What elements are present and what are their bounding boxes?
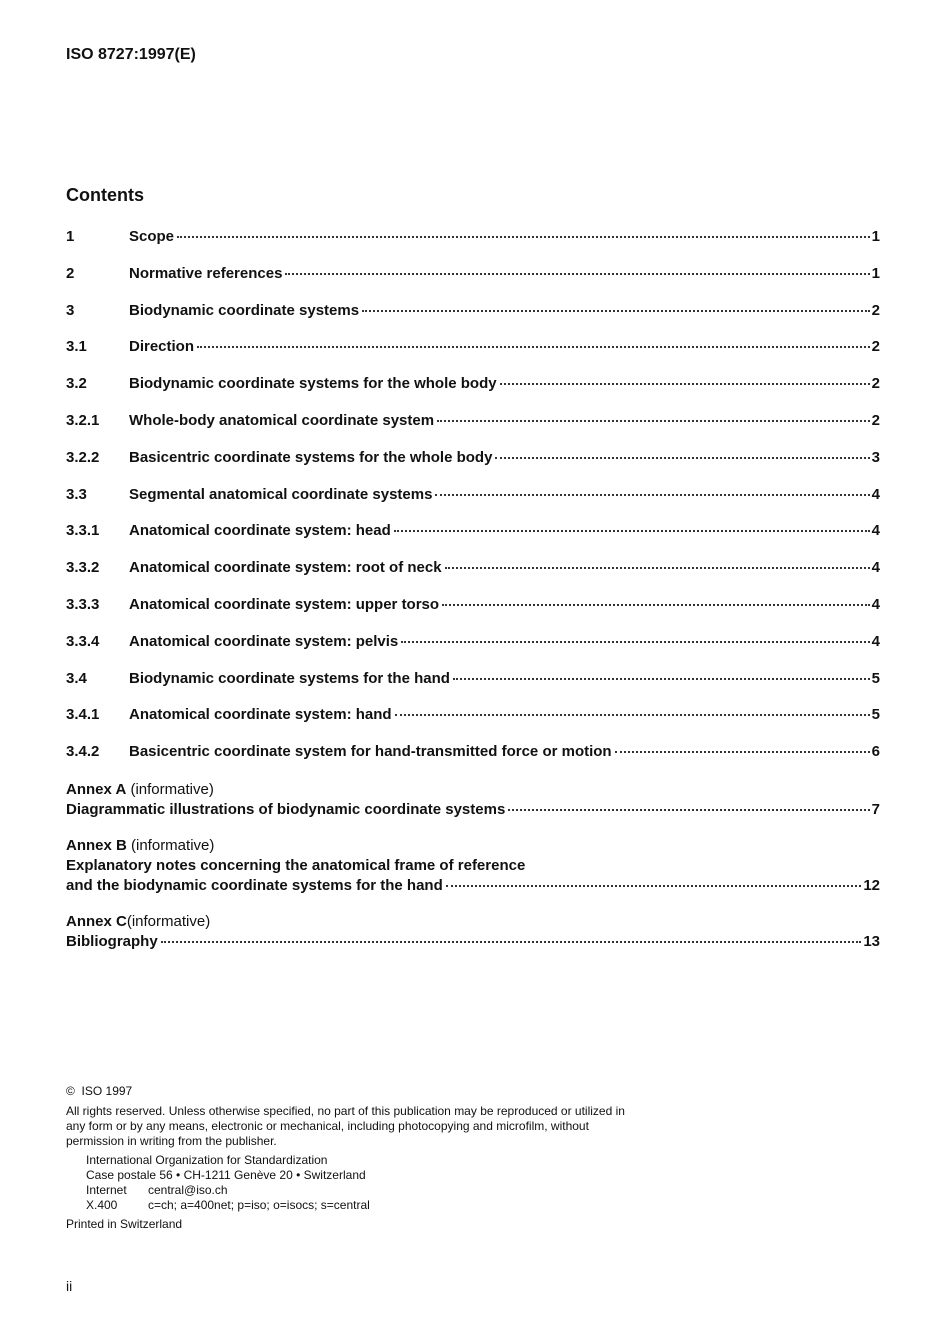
table-of-contents: [66, 228, 880, 780]
toc-page-number: 3: [871, 448, 880, 466]
toc-section-number: 3.2.2: [66, 448, 100, 466]
toc-section-number: 3.3.1: [66, 522, 100, 540]
toc-section-number: 3: [66, 301, 75, 319]
toc-section-title: Anatomical coordinate system: upper torso: [129, 595, 440, 613]
copyright-block: [66, 1084, 626, 1232]
toc-section-title: Normative references: [129, 264, 283, 282]
toc-page-number: 4: [871, 485, 880, 503]
annex-b-label: Annex B: [66, 837, 127, 854]
toc-page-number: 4: [871, 559, 880, 577]
toc-section-number: 3.3.2: [66, 559, 100, 577]
rights-statement: All rights reserved. Unless otherwise specified, no part of this publication may be reproduced or utilized in any form or by any means, electronic or mechanical, including photocopying and microfilm, without permission in writing from the publisher.: [66, 1104, 625, 1148]
toc-section-title: Scope: [129, 228, 175, 245]
toc-entry[interactable]: [66, 706, 880, 743]
annex-b-type: (informative): [126, 837, 215, 854]
internet-address[interactable]: central@iso.ch: [148, 1183, 228, 1197]
toc-entry[interactable]: [66, 486, 880, 523]
dot-leader: [395, 714, 870, 716]
annex-c-entry[interactable]: [66, 912, 880, 952]
toc-page-number: 2: [871, 411, 880, 429]
toc-entry[interactable]: [66, 743, 880, 780]
toc-entry[interactable]: [66, 522, 880, 559]
dot-leader: [362, 310, 870, 312]
annex-a-label: Annex A: [66, 781, 127, 798]
toc-entry[interactable]: [66, 412, 880, 449]
dot-leader: [177, 236, 870, 238]
annex-c-type: (informative): [126, 913, 211, 930]
toc-entry[interactable]: [66, 265, 880, 302]
toc-page-number: 5: [871, 669, 880, 687]
annex-c-title: Bibliography: [66, 933, 158, 950]
printed-location: Printed in Switzerland: [66, 1217, 183, 1231]
dot-leader: [500, 383, 870, 385]
toc-section-number: 3.4.1: [66, 706, 100, 724]
x400-label: X.400: [86, 1198, 118, 1212]
toc-section-number: 1: [66, 228, 75, 245]
dot-leader: [615, 751, 870, 753]
toc-section-title: Anatomical coordinate system: root of neck: [129, 559, 442, 577]
toc-section-title: Anatomical coordinate system: hand: [129, 706, 392, 724]
toc-page-number: 2: [871, 375, 880, 393]
dot-leader: [442, 604, 870, 606]
dot-leader: [445, 567, 870, 569]
organization-name: International Organization for Standardization: [86, 1153, 328, 1167]
toc-section-number: 3.1: [66, 338, 87, 356]
x400-address: c=ch; a=400net; p=iso; o=isocs; s=central: [148, 1198, 370, 1212]
dot-leader: [285, 273, 869, 275]
toc-entry[interactable]: [66, 449, 880, 486]
toc-section-title: Anatomical coordinate system: head: [129, 522, 391, 540]
toc-entry[interactable]: [66, 559, 880, 596]
toc-page-number: 4: [871, 595, 880, 613]
toc-entry[interactable]: [66, 633, 880, 670]
toc-section-title: Anatomical coordinate system: pelvis: [129, 632, 399, 650]
copyright-year: ISO 1997: [81, 1084, 133, 1098]
dot-leader: [161, 941, 862, 943]
toc-page-number: 4: [871, 632, 880, 650]
toc-section-number: 3.3: [66, 485, 87, 503]
copyright-symbol: ©: [66, 1084, 75, 1098]
toc-page-number: 2: [871, 338, 880, 356]
postal-address: Case postale 56 • CH-1211 Genève 20 • Switzerland: [86, 1168, 366, 1182]
toc-page-number: 4: [871, 522, 880, 540]
annex-a-page: 7: [871, 801, 880, 818]
annex-a-type: (informative): [126, 781, 214, 798]
toc-section-number: 3.2: [66, 375, 87, 393]
toc-entry[interactable]: [66, 375, 880, 412]
annex-c-page: 13: [863, 933, 880, 950]
toc-page-number: 5: [871, 706, 880, 724]
annex-b-title-line1: Explanatory notes concerning the anatomical frame of reference: [66, 857, 526, 874]
annex-a-title: Diagrammatic illustrations of biodynamic coordinate systems: [66, 801, 506, 818]
toc-section-title: Basicentric coordinate system for hand-transmitted force or motion: [129, 743, 612, 761]
toc-section-title: Biodynamic coordinate systems for the hand: [129, 669, 450, 687]
toc-section-title: Biodynamic coordinate systems for the whole body: [129, 375, 497, 393]
toc-section-number: 3.4: [66, 669, 87, 687]
annex-b-page: 12: [863, 877, 880, 894]
dot-leader: [437, 420, 870, 422]
toc-section-title: Whole-body anatomical coordinate system: [129, 411, 435, 429]
toc-page-number: 2: [871, 301, 880, 319]
toc-section-number: 3.3.4: [66, 632, 100, 650]
toc-entry[interactable]: [66, 670, 880, 707]
page-number: ii: [66, 1278, 73, 1294]
toc-entry[interactable]: [66, 302, 880, 339]
toc-section-title: Basicentric coordinate systems for the whole body: [129, 448, 493, 466]
dot-leader: [435, 494, 869, 496]
annex-a-entry[interactable]: [66, 780, 880, 820]
toc-section-title: Segmental anatomical coordinate systems: [129, 485, 433, 503]
toc-page-number: 1: [871, 264, 880, 282]
dot-leader: [495, 457, 869, 459]
toc-section-number: 3.4.2: [66, 743, 100, 761]
toc-entry[interactable]: [66, 338, 880, 375]
dot-leader: [394, 530, 870, 532]
toc-section-number: 2: [66, 264, 75, 282]
toc-section-title: Direction: [129, 338, 195, 356]
toc-page-number: 1: [871, 228, 880, 245]
dot-leader: [197, 346, 870, 348]
toc-page-number: 6: [871, 743, 880, 761]
annex-c-label: Annex C: [66, 913, 127, 930]
contents-title: Contents: [66, 185, 144, 205]
annex-b-entry[interactable]: [66, 836, 880, 896]
dot-leader: [446, 885, 862, 887]
annex-b-title-line2: and the biodynamic coordinate systems for the hand: [66, 877, 443, 894]
toc-section-number: 3.3.3: [66, 595, 100, 613]
internet-label: Internet: [86, 1183, 127, 1197]
toc-entry[interactable]: [66, 228, 880, 265]
toc-entry[interactable]: [66, 596, 880, 633]
dot-leader: [453, 678, 870, 680]
dot-leader: [401, 641, 869, 643]
dot-leader: [508, 809, 869, 811]
document-code: ISO 8727:1997(E): [66, 46, 196, 63]
toc-section-title: Biodynamic coordinate systems: [129, 301, 360, 319]
toc-section-number: 3.2.1: [66, 411, 100, 429]
